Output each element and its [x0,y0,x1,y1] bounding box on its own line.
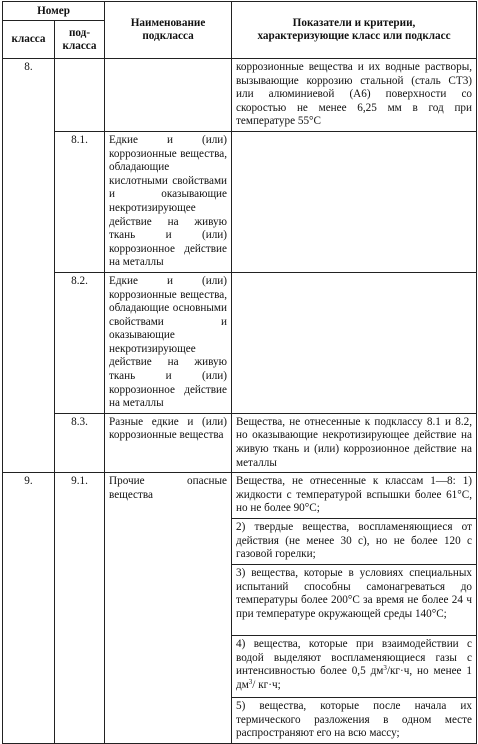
table-row [3,59,477,132]
empty-cell [105,59,232,132]
subclass-criteria: Вещества, не отнесенные к подклассу 8.1 и 8.2, но оказывающие некротизирующее действие на живую ткань и (или) коррозионное действие на металлы [232,413,477,472]
table-row [3,473,477,519]
criteria-item-4-main: 4) вещества, которые при взаимодействии с водой выделяют воспламеняющиеся газы с интенсивностью более 0,5 дм [236,638,473,678]
table-row [3,131,477,272]
criteria-item-4 [232,636,477,698]
table-row [3,413,477,472]
criteria-item-4-mid: /кг·ч, но менее 1 дм [236,665,473,691]
subclass-number: 8.3. [55,413,105,472]
subclass-name: Едкие и (или) коррозионные вещества, обладающие кислотными свойствами и оказывающие некротизирующее действие на живую ткань и (или) коррозионное действие на металлы [105,131,232,272]
exponent: 3 [248,677,253,686]
table-row [3,272,477,413]
header-criteria [232,2,477,59]
subclass-name: Разные едкие и (или) коррозионные вещества [105,413,232,472]
header-subclass-line2: класса [62,39,97,52]
header-class: класса [3,21,55,59]
class-number-9: 9. [3,473,55,744]
table-header-row [3,2,477,21]
criteria-item-4-tail: / кг·ч; [252,678,281,691]
subclass-number: 8.1. [55,131,105,272]
subclass-criteria [232,272,477,413]
subclass-name: Едкие и (или) коррозионные вещества, обладающие основными свойствами и оказывающие некротизирующее действие на живую ткань и (или) коррозионное действие на металлы [105,272,232,413]
exponent: 3 [383,664,387,673]
header-name-line1: Наименование [130,17,206,29]
subclass-number: 8.2. [55,272,105,413]
header-subclass [55,21,105,59]
header-criteria-line1: Показатели и критерии, [292,17,416,29]
subclass-name: Прочие опасные вещества [105,473,232,744]
criteria-item-1: Вещества, не отнесенные к классам 1—8: 1) жидкости с температурой вспышки более 61°С, но не более 90°С; [232,473,477,519]
hazard-class-table [2,1,477,744]
criteria-item-2: 2) твердые вещества, воспламеняющиеся от действия (не менее 30 с), но не более 120 с газовой горелки; [232,519,477,565]
class-8-criteria: коррозионные вещества и их водные растворы, вызывающие коррозию стальной (сталь СТ3) или алюминиевой (А6) поверхности со скоростью не менее 6,25 мм в год при температуре 55°С [232,59,477,132]
class-number-8: 8. [3,59,55,473]
header-criteria-line2: характеризующие класс или подкласс [257,30,451,42]
header-subclass-name [105,2,232,59]
header-number-group: Номер [3,2,105,21]
empty-cell [55,59,105,132]
criteria-item-3: 3) вещества, которые в условиях специальных испытаний способны самонагреваться до температуры более 200°С за время не более 24 ч при температуре окружающей среды 140°С; [232,565,477,636]
header-subclass-line1: под- [68,26,91,39]
subclass-criteria [232,131,477,272]
criteria-item-5: 5) вещества, которые после начала их термического разложения в одном месте распространяют его на всю массу; [232,698,477,744]
header-name-line2: подкласса [142,30,194,42]
subclass-number: 9.1. [55,473,105,744]
